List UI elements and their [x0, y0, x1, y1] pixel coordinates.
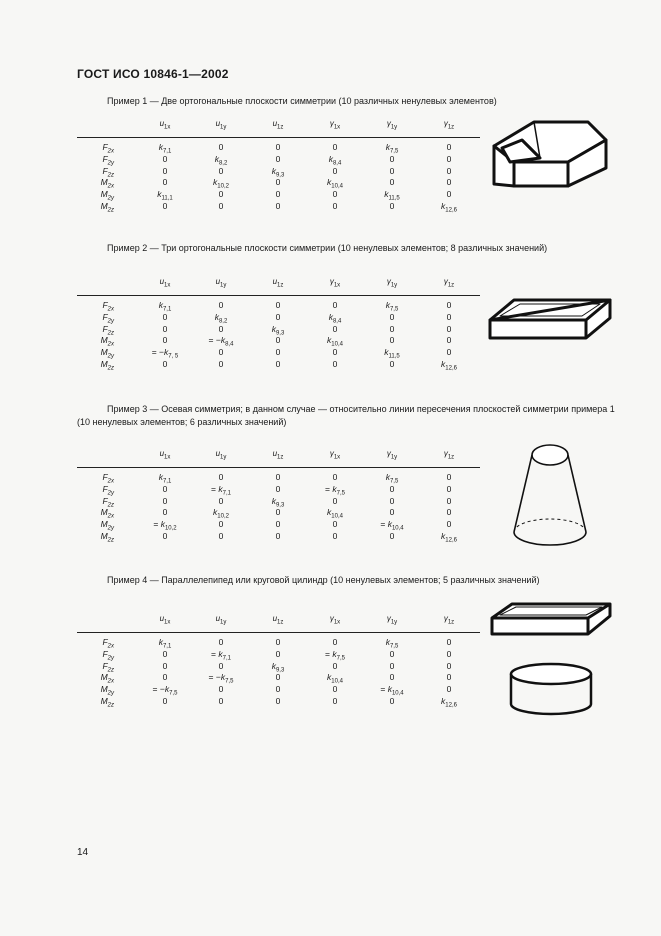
table-cell: $k_{10,2}$	[213, 507, 229, 521]
table-cell: 0	[218, 165, 224, 176]
column-header: $u_{1y}$	[215, 614, 227, 626]
table-cell: $k_{7,5}$	[385, 637, 399, 650]
table-cell: 0	[446, 347, 452, 358]
example-1-caption: Пример 1 — Две ортогональные плоскости симметрии (10 различных ненулевых элементов)	[107, 96, 497, 106]
table-row	[77, 154, 480, 166]
table-cell: 0	[389, 311, 395, 322]
table-header	[77, 610, 480, 633]
row-label: $F_{2x}$	[102, 472, 114, 485]
box-figure	[486, 294, 616, 344]
table-cell: 0	[218, 347, 224, 358]
table-cell: 0	[446, 142, 452, 152]
example-2-table	[77, 273, 480, 371]
table-cell: 0	[162, 177, 168, 188]
table-cell: $k_{7,1}$	[158, 300, 172, 313]
table-cell: 0	[162, 672, 168, 683]
table-cell: 0	[389, 695, 395, 706]
table-cell: 0	[218, 189, 224, 200]
cone-figure	[508, 440, 592, 548]
prism-figure	[488, 118, 613, 196]
table-cell: 0	[446, 335, 452, 346]
table-cell: 0	[218, 637, 224, 647]
row-label: $M_{2x}$	[100, 507, 114, 521]
table-cell: 0	[446, 507, 452, 518]
table-cell: 0	[162, 507, 168, 518]
table-cell: 0	[218, 323, 224, 334]
table-row	[77, 661, 480, 673]
table-cell: 0	[446, 311, 452, 322]
row-label: $M_{2x}$	[100, 177, 114, 191]
table-cell: = $k_{10,4}$	[380, 519, 404, 532]
table-cell: 0	[332, 200, 338, 211]
row-label: $F_{2y}$	[102, 648, 114, 662]
table-cell: 0	[446, 189, 452, 200]
table-cell: 0	[446, 472, 452, 482]
table-cell: 0	[275, 300, 281, 310]
table-cell: $k_{7,5}$	[385, 472, 399, 485]
table-cell: $k_{11,5}$	[384, 347, 400, 360]
table-cell: 0	[162, 311, 168, 322]
row-label: $F_{2y}$	[102, 311, 114, 325]
table-row	[77, 324, 480, 336]
table-cell: 0	[162, 323, 168, 334]
table-cell: $k_{10,4}$	[327, 335, 343, 349]
cylinder-figure	[506, 660, 596, 720]
row-label: $F_{2x}$	[102, 637, 114, 650]
table-row	[77, 189, 480, 201]
table-cell: 0	[275, 153, 281, 164]
table-cell: $k_{7,5}$	[385, 142, 399, 155]
table-cell: 0	[275, 189, 281, 200]
table-cell: 0	[275, 507, 281, 518]
table-cell: 0	[275, 335, 281, 346]
table-cell: = $-k_{7,5}$	[152, 684, 178, 697]
table-cell: 0	[218, 684, 224, 695]
table-row	[77, 166, 480, 178]
table-cell: 0	[275, 648, 281, 659]
table-cell: 0	[446, 684, 452, 695]
table-cell: 0	[332, 472, 338, 482]
column-header: $u_{1z}$	[272, 614, 284, 626]
table-cell: 0	[162, 695, 168, 706]
table-cell: 0	[389, 530, 395, 541]
example-3-caption: Пример 3 — Осевая симметрия; в данном случае — относительно линии пересечения плоскостей симметрии примера 1 (10 ненулевых элементов; 6 различных значений)	[77, 404, 615, 427]
table-cell: 0	[332, 519, 338, 530]
table-cell: 0	[389, 200, 395, 211]
column-header: $\gamma_{1z}$	[443, 277, 455, 289]
column-header: $\gamma_{1y}$	[386, 614, 398, 626]
table-cell: 0	[162, 165, 168, 176]
table-cell: $k_{10,4}$	[327, 507, 343, 521]
table-row	[77, 649, 480, 661]
table-row	[77, 672, 480, 684]
row-label: $F_{2x}$	[102, 142, 114, 155]
table-cell: 0	[275, 472, 281, 482]
table-cell: 0	[332, 142, 338, 152]
table-cell: 0	[332, 637, 338, 647]
table-cell: 0	[332, 189, 338, 200]
table-cell: $k_{8,2}$	[214, 311, 228, 325]
row-label: $M_{2z}$	[100, 530, 114, 544]
column-header: $u_{1y}$	[215, 119, 227, 131]
table-cell: 0	[218, 519, 224, 530]
table-cell: 0	[162, 495, 168, 506]
table-cell: 0	[275, 684, 281, 695]
table-cell: $k_{12,6}$	[441, 530, 457, 544]
row-label: $F_{2z}$	[102, 660, 114, 674]
table-cell: 0	[446, 323, 452, 334]
table-cell: 0	[162, 153, 168, 164]
column-header: $\gamma_{1z}$	[443, 119, 455, 131]
column-header: $u_{1x}$	[159, 449, 171, 461]
table-cell: = $k_{7,1}$	[211, 648, 231, 662]
column-header: $u_{1x}$	[159, 277, 171, 289]
table-cell: = $-k_{8,4}$	[208, 335, 234, 349]
table-cell: 0	[218, 142, 224, 152]
table-row	[77, 496, 480, 508]
table-header	[77, 273, 480, 296]
table-cell: 0	[389, 358, 395, 369]
table-cell: 0	[218, 530, 224, 541]
table-cell: 0	[162, 660, 168, 671]
table-cell: 0	[389, 507, 395, 518]
table-cell: 0	[332, 347, 338, 358]
table-cell: 0	[275, 672, 281, 683]
table-cell: 0	[332, 165, 338, 176]
row-label: $M_{2y}$	[100, 189, 114, 202]
table-cell: 0	[275, 695, 281, 706]
table-cell: 0	[446, 519, 452, 530]
table-cell: 0	[275, 347, 281, 358]
row-label: $M_{2z}$	[100, 200, 114, 214]
table-cell: 0	[275, 483, 281, 494]
row-label: $F_{2z}$	[102, 323, 114, 337]
table-cell: = $k_{7,5}$	[325, 648, 345, 662]
table-cell: 0	[446, 672, 452, 683]
row-label: $M_{2z}$	[100, 358, 114, 372]
table-cell: 0	[389, 323, 395, 334]
table-cell: 0	[389, 335, 395, 346]
table-cell: 0	[162, 358, 168, 369]
table-row	[77, 359, 480, 371]
table-cell: 0	[162, 530, 168, 541]
table-row	[77, 519, 480, 531]
table-cell: $k_{9,3}$	[271, 165, 285, 179]
row-label: $M_{2x}$	[100, 672, 114, 686]
table-cell: $k_{8,2}$	[214, 153, 228, 167]
table-row	[77, 484, 480, 496]
row-label: $M_{2y}$	[100, 519, 114, 532]
example-2-caption: Пример 2 — Три ортогональные плоскости симметрии (10 ненулевых элементов; 8 различных значений)	[107, 243, 548, 253]
table-cell: 0	[446, 660, 452, 671]
column-header: $\gamma_{1y}$	[386, 449, 398, 461]
table-cell: 0	[446, 495, 452, 506]
table-cell: 0	[446, 483, 452, 494]
table-cell: = $k_{7,1}$	[211, 483, 231, 497]
row-label: $F_{2z}$	[102, 165, 114, 179]
table-cell: 0	[162, 648, 168, 659]
table-cell: 0	[389, 483, 395, 494]
column-header: $u_{1y}$	[215, 449, 227, 461]
table-cell: $k_{12,6}$	[441, 358, 457, 372]
row-label: $M_{2y}$	[100, 684, 114, 697]
table-cell: 0	[218, 472, 224, 482]
table-cell: 0	[275, 530, 281, 541]
table-header	[77, 445, 480, 468]
table-cell: 0	[162, 483, 168, 494]
table-cell: $k_{7,1}$	[158, 472, 172, 485]
table-row	[77, 684, 480, 696]
table-cell: 0	[218, 358, 224, 369]
table-row	[77, 300, 480, 312]
row-label: $F_{2y}$	[102, 483, 114, 497]
table-cell: 0	[446, 300, 452, 310]
table-cell: = $k_{10,4}$	[380, 684, 404, 697]
table-row	[77, 637, 480, 649]
table-cell: 0	[275, 200, 281, 211]
table-cell: 0	[162, 335, 168, 346]
example-4-table	[77, 610, 480, 708]
table-cell: 0	[332, 660, 338, 671]
table-header	[77, 115, 480, 138]
column-header: $\gamma_{1z}$	[443, 614, 455, 626]
column-header: $u_{1z}$	[272, 277, 284, 289]
table-row	[77, 177, 480, 189]
table-row	[77, 347, 480, 359]
table-cell: $k_{10,4}$	[327, 177, 343, 191]
document-header: ГОСТ ИСО 10846-1—2002	[77, 67, 229, 81]
table-cell: 0	[389, 660, 395, 671]
column-header: $u_{1z}$	[272, 449, 284, 461]
table-cell: $k_{9,3}$	[271, 660, 285, 674]
table-cell: 0	[218, 495, 224, 506]
table-cell: 0	[275, 519, 281, 530]
table-cell: 0	[332, 300, 338, 310]
table-cell: $k_{11,5}$	[384, 189, 400, 202]
table-row	[77, 472, 480, 484]
example-1-table	[77, 115, 480, 213]
table-cell: 0	[332, 684, 338, 695]
table-cell: 0	[332, 530, 338, 541]
table-cell: 0	[389, 648, 395, 659]
table-row	[77, 507, 480, 519]
table-cell: $k_{9,3}$	[271, 495, 285, 509]
column-header: $u_{1z}$	[272, 119, 284, 131]
table-cell: 0	[218, 200, 224, 211]
table-cell: 0	[446, 637, 452, 647]
table-cell: 0	[446, 153, 452, 164]
column-header: $\gamma_{1x}$	[329, 614, 341, 626]
table-cell: 0	[332, 323, 338, 334]
table-row	[77, 335, 480, 347]
table-row	[77, 201, 480, 213]
table-row	[77, 142, 480, 154]
box-figure-small	[488, 600, 614, 640]
table-cell: $k_{7,1}$	[158, 637, 172, 650]
example-4-caption: Пример 4 — Параллелепипед или круговой цилиндр (10 ненулевых элементов; 5 различных значений)	[107, 575, 540, 585]
row-label: $F_{2y}$	[102, 153, 114, 167]
table-cell: 0	[332, 695, 338, 706]
table-cell: 0	[332, 358, 338, 369]
table-cell: $k_{11,1}$	[157, 189, 173, 202]
table-cell: $k_{12,6}$	[441, 200, 457, 214]
column-header: $\gamma_{1y}$	[386, 277, 398, 289]
table-cell: $k_{10,2}$	[213, 177, 229, 191]
row-label: $M_{2x}$	[100, 335, 114, 349]
table-cell: 0	[275, 177, 281, 188]
table-cell: 0	[218, 695, 224, 706]
table-cell: 0	[446, 177, 452, 188]
table-cell: $k_{12,6}$	[441, 695, 457, 709]
table-cell: $k_{7,5}$	[385, 300, 399, 313]
column-header: $u_{1y}$	[215, 277, 227, 289]
table-cell: $k_{8,4}$	[328, 311, 342, 325]
table-cell: 0	[218, 660, 224, 671]
table-cell: 0	[446, 648, 452, 659]
table-cell: 0	[389, 153, 395, 164]
table-cell: 0	[389, 672, 395, 683]
table-cell: $k_{10,4}$	[327, 672, 343, 686]
table-cell: $k_{7,1}$	[158, 142, 172, 155]
table-cell: 0	[446, 165, 452, 176]
column-header: $\gamma_{1x}$	[329, 119, 341, 131]
table-cell: $k_{9,3}$	[271, 323, 285, 337]
table-row	[77, 531, 480, 543]
table-cell: = $-k_{7, 5}$	[151, 347, 179, 360]
table-row	[77, 312, 480, 324]
table-cell: 0	[275, 142, 281, 152]
row-label: $M_{2z}$	[100, 695, 114, 709]
table-cell: 0	[275, 311, 281, 322]
column-header: $\gamma_{1z}$	[443, 449, 455, 461]
column-header: $\gamma_{1x}$	[329, 449, 341, 461]
page-number: 14	[77, 847, 89, 858]
column-header: $u_{1x}$	[159, 119, 171, 131]
column-header: $\gamma_{1x}$	[329, 277, 341, 289]
table-cell: = $-k_{7,5}$	[208, 672, 234, 686]
table-cell: $k_{8,4}$	[328, 153, 342, 167]
table-cell: 0	[389, 495, 395, 506]
table-cell: 0	[218, 300, 224, 310]
table-cell: 0	[275, 637, 281, 647]
table-cell: 0	[389, 177, 395, 188]
table-cell: 0	[162, 200, 168, 211]
table-cell: = $k_{10,2}$	[153, 519, 177, 532]
column-header: $\gamma_{1y}$	[386, 119, 398, 131]
row-label: $F_{2z}$	[102, 495, 114, 509]
table-cell: 0	[332, 495, 338, 506]
example-3-table	[77, 445, 480, 543]
table-cell: 0	[389, 165, 395, 176]
table-cell: 0	[275, 358, 281, 369]
table-cell: = $k_{7,5}$	[325, 483, 345, 497]
row-label: $M_{2y}$	[100, 347, 114, 360]
column-header: $u_{1x}$	[159, 614, 171, 626]
row-label: $F_{2x}$	[102, 300, 114, 313]
table-row	[77, 696, 480, 708]
